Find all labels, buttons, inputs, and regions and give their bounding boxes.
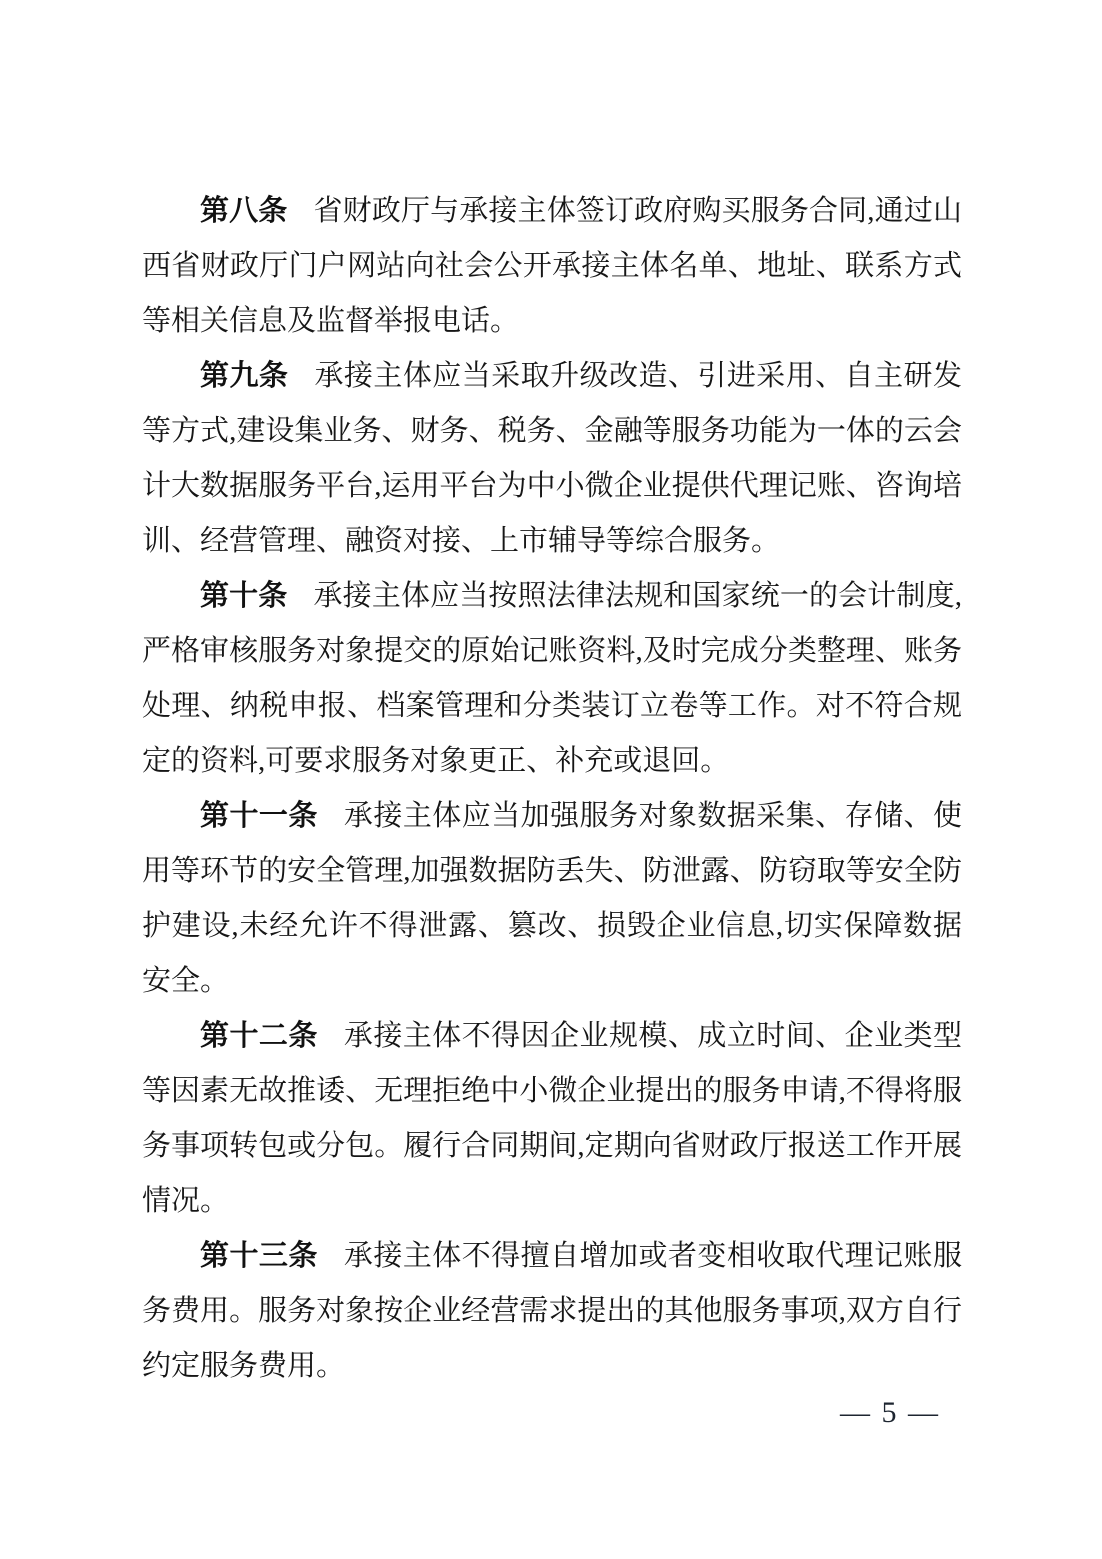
article-text: 承接主体不得因企业规模、成立时间、企业类型等因素无故推诿、无理拒绝中小微企业提出的服务申请,不得将服务事项转包或分包。履行合同期间,定期向省财政厅报送工作开展情况。: [142, 1020, 962, 1217]
article-text: 承接主体应当采取升级改造、引进采用、自主研发等方式,建设集业务、财务、税务、金融等服务功能为一体的云会计大数据服务平台,运用平台为中小微企业提供代理记账、咨询培训、经营管理、融资对接、上市辅导等综合服务。: [142, 360, 962, 557]
article-paragraph-11: [142, 789, 962, 1009]
article-number: 第十一条: [200, 800, 318, 832]
article-text: 省财政厅与承接主体签订政府购买服务合同,通过山西省财政厅门户网站向社会公开承接主体名单、地址、联系方式等相关信息及监督举报电话。: [142, 195, 962, 337]
article-paragraph-12: [142, 1009, 962, 1229]
article-paragraph-8: [142, 184, 962, 349]
article-paragraph-13: [142, 1229, 962, 1394]
article-paragraph-9: [142, 349, 962, 569]
article-text: 承接主体应当按照法律法规和国家统一的会计制度,严格审核服务对象提交的原始记账资料,及时完成分类整理、账务处理、纳税申报、档案管理和分类装订立卷等工作。对不符合规定的资料,可要求服务对象更正、补充或退回。: [142, 580, 962, 777]
article-number: 第十条: [200, 580, 288, 612]
article-number: 第九条: [200, 360, 289, 392]
page-number: — 5 —: [840, 1396, 940, 1429]
article-number: 第十三条: [200, 1240, 318, 1272]
article-text: 承接主体应当加强服务对象数据采集、存储、使用等环节的安全管理,加强数据防丢失、防泄露、防窃取等安全防护建设,未经允许不得泄露、篡改、损毁企业信息,切实保障数据安全。: [142, 800, 962, 997]
article-number: 第十二条: [200, 1020, 318, 1052]
article-paragraph-10: [142, 569, 962, 789]
article-text: 承接主体不得擅自增加或者变相收取代理记账服务费用。服务对象按企业经营需求提出的其他服务事项,双方自行约定服务费用。: [142, 1240, 962, 1382]
page-footer: [0, 1392, 1102, 1442]
document-body: [142, 184, 962, 1394]
article-number: 第八条: [200, 195, 288, 227]
